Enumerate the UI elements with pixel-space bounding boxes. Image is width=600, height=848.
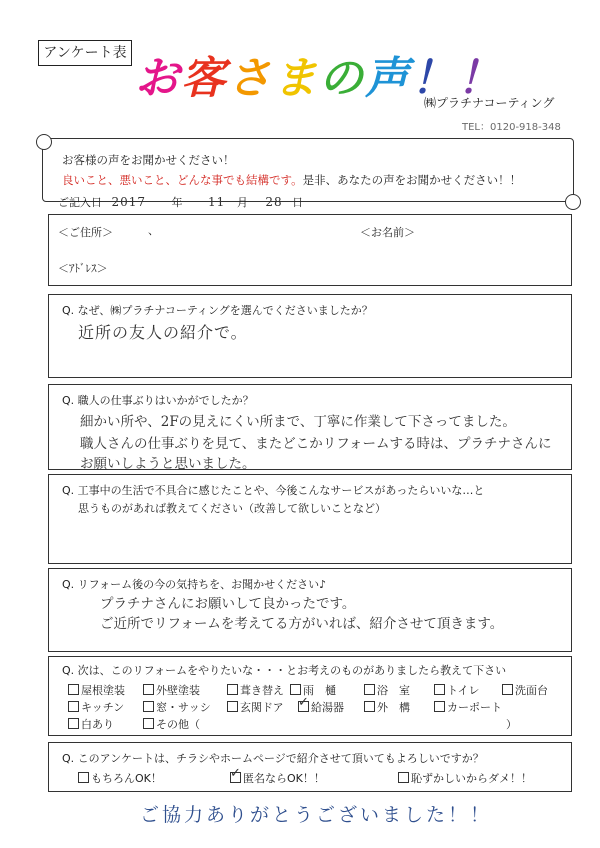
company-name: ㈱プラチナコーティング	[424, 96, 555, 110]
q2-answer-line3: お願いしようと思いました。	[80, 456, 256, 472]
option-row2[interactable]	[434, 699, 502, 715]
option-label: 雨 樋	[303, 684, 336, 697]
thanks-message: ご協力ありがとうございました！！	[140, 804, 493, 826]
option-row1[interactable]	[68, 682, 125, 698]
publish-option[interactable]	[398, 770, 532, 786]
date-year-unit: 年	[171, 196, 183, 209]
option-label: 匿名ならOK！！	[243, 772, 325, 785]
option-label: 給湯器	[311, 701, 344, 714]
q5-question: Q. 次は、このリフォームをやりたいな・・・とお考えのものがありましたら教えて下さい	[62, 664, 507, 677]
option-label: トイレ	[447, 684, 480, 697]
option-row1[interactable]	[502, 682, 548, 698]
title-char: ！	[457, 53, 503, 104]
intro-line1: お客様の声をお聞かせください！	[62, 153, 235, 167]
date-year: 2017	[111, 195, 147, 209]
checkbox[interactable]	[143, 684, 154, 695]
intro-line2-black: 是非、あなたの声をお聞かせください！！	[302, 173, 522, 187]
intro-scroll	[42, 138, 574, 202]
q4-question: Q. リフォーム後の今の気持ちを、お聞かせください♪	[62, 578, 327, 591]
option-row2[interactable]	[68, 699, 124, 715]
title-char: ！	[411, 53, 457, 104]
option-row2[interactable]	[143, 699, 211, 715]
address-kana-label: ＜ｱﾄﾞﾚｽ＞	[58, 262, 108, 275]
checkbox[interactable]	[434, 684, 445, 695]
date-day-unit: 日	[292, 196, 304, 209]
survey-tag: アンケート表	[38, 40, 132, 66]
checkbox[interactable]	[502, 684, 513, 695]
publish-option[interactable]	[230, 766, 325, 786]
publish-option[interactable]	[78, 770, 162, 786]
name-label: ＜お名前＞	[360, 226, 415, 239]
checkbox[interactable]	[230, 766, 241, 783]
q2-question: Q. 職人の仕事ぶりはいかがでしたか？	[62, 394, 254, 407]
q3-question-line2: 思うものがあれば教えてください（改善して欲しいことなど）	[78, 502, 386, 515]
checkbox[interactable]	[227, 684, 238, 695]
option-label: 浴 室	[377, 684, 410, 697]
date-month: 11	[208, 195, 226, 209]
address-label: ＜ご住所＞	[58, 226, 113, 239]
checkbox[interactable]	[227, 701, 238, 712]
option-row1[interactable]	[364, 682, 410, 698]
date-row	[58, 194, 303, 210]
checkbox[interactable]	[143, 718, 154, 729]
option-row1[interactable]	[290, 682, 336, 698]
option-label: 外 構	[377, 701, 410, 714]
check-mark-icon: ✓	[230, 766, 241, 781]
option-label: 恥ずかしいからダメ！！	[411, 772, 532, 785]
scroll-curl-left	[36, 134, 52, 150]
option-label: 屋根塗装	[81, 684, 125, 697]
checkbox[interactable]	[68, 684, 79, 695]
address-value: 、	[148, 224, 159, 237]
checkbox[interactable]	[298, 695, 309, 712]
title-char: さ	[227, 53, 273, 104]
q4-answer-line2: ご近所でリフォームを考えてる方がいれば、紹介させて頂きます。	[100, 616, 504, 632]
option-label: その他（	[156, 718, 200, 731]
option-row2[interactable]	[298, 695, 344, 715]
title-char: 声	[365, 53, 411, 104]
title-char: 客	[181, 53, 227, 104]
checkbox[interactable]	[398, 772, 409, 783]
option-row2[interactable]	[227, 699, 284, 715]
q5-close-paren: ）	[506, 718, 517, 731]
option-label: 洗面台	[515, 684, 548, 697]
date-label: ご記入日	[58, 196, 102, 209]
option-row3[interactable]	[68, 716, 114, 732]
title-char: の	[319, 53, 365, 104]
option-row2[interactable]	[364, 699, 410, 715]
option-row3[interactable]	[143, 716, 200, 732]
checkbox[interactable]	[143, 701, 154, 712]
checkbox[interactable]	[290, 684, 301, 695]
q3-question-line1: Q. 工事中の生活で不具合に感じたことや、今後こんなサービスがあったらいいな…と	[62, 484, 485, 497]
date-month-unit: 月	[236, 196, 248, 209]
q2-answer-line2: 職人さんの仕事ぶりを見て、またどこかリフォームする時は、プラチナさんに	[80, 436, 552, 452]
option-row1[interactable]	[143, 682, 200, 698]
q1-answer: 近所の友人の紹介で。	[78, 323, 248, 342]
title-char: ま	[273, 53, 319, 104]
title-char: お	[135, 53, 181, 104]
option-label: キッチン	[81, 701, 125, 714]
intro-line2-red: 良いこと、悪いこと、どんな事でも結構です。	[62, 173, 303, 187]
company-tel: TEL：0120-918-348	[462, 122, 561, 133]
q6-question: Q. このアンケートは、チラシやホームページで紹介させて頂いてもよろしいですか？	[62, 752, 484, 765]
checkbox[interactable]	[68, 718, 79, 729]
option-label: 葺き替え	[240, 684, 284, 697]
checkbox[interactable]	[68, 701, 79, 712]
date-day: 28	[265, 195, 283, 209]
option-row1[interactable]	[227, 682, 284, 698]
option-label: 外壁塗装	[156, 684, 200, 697]
address-box	[48, 214, 572, 286]
intro-line2	[62, 172, 521, 188]
checkbox[interactable]	[434, 701, 445, 712]
scroll-curl-right	[565, 194, 581, 210]
q2-answer-line1: 細かい所や、2Fの見えにくい所まで、丁寧に作業して下さってました。	[80, 414, 516, 430]
q1-question: Q. なぜ、㈱プラチナコーティングを選んでくださいましたか？	[62, 304, 373, 317]
q4-answer-line1: プラチナさんにお願いして良かったです。	[100, 596, 356, 612]
checkbox[interactable]	[78, 772, 89, 783]
option-label: カーポート	[447, 701, 502, 714]
option-row1[interactable]	[434, 682, 479, 698]
option-label: もちろんOK！	[91, 772, 162, 785]
option-label: 玄関ドア	[240, 701, 284, 714]
checkbox[interactable]	[364, 684, 375, 695]
option-label: 白あり	[81, 718, 114, 731]
option-label: 窓・サッシ	[156, 701, 211, 714]
checkbox[interactable]	[364, 701, 375, 712]
check-mark-icon: ✓	[298, 695, 309, 710]
